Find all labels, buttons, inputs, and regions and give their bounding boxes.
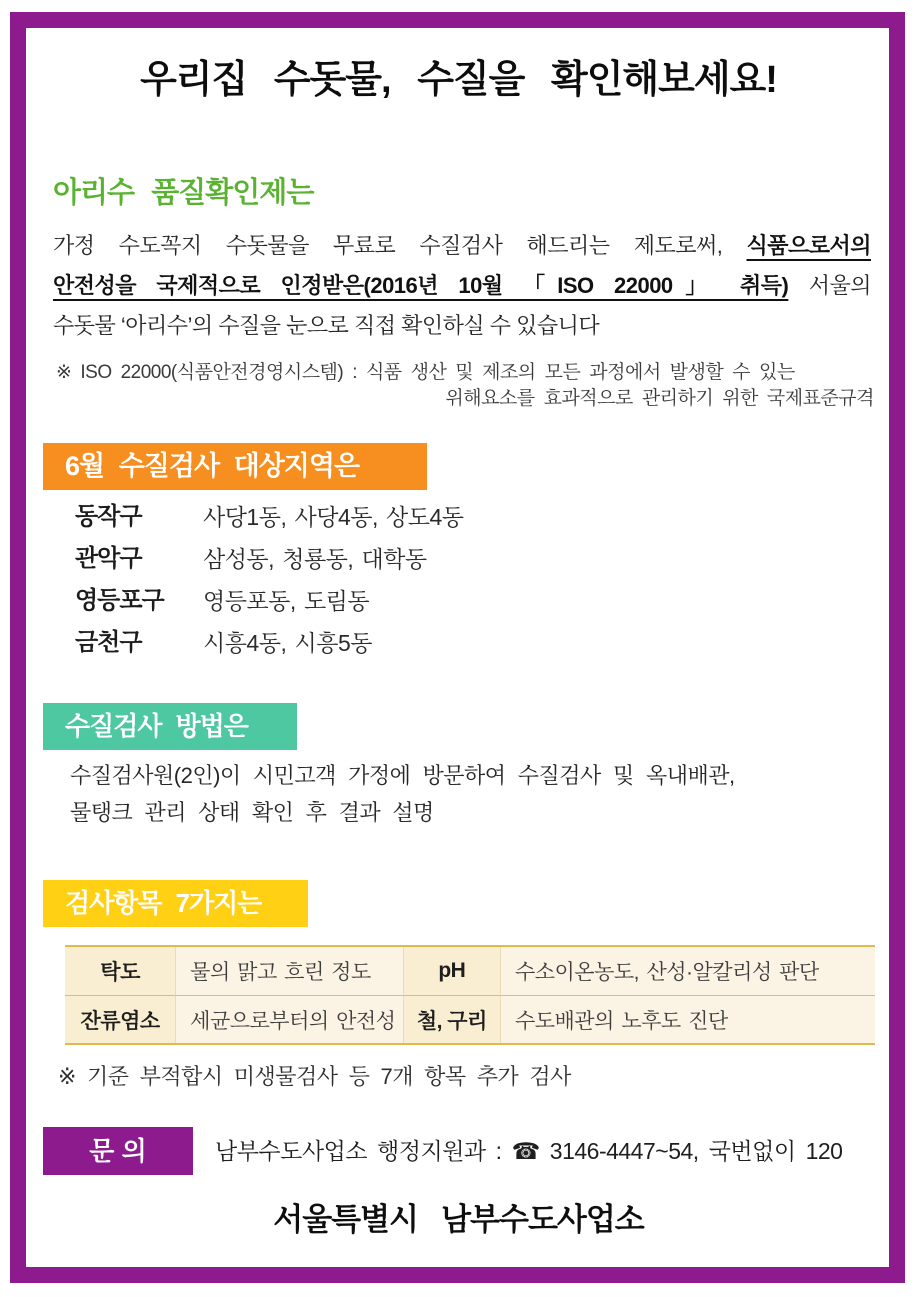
intro-text-normal: 서울의 <box>788 273 871 298</box>
check-item-label: 철, 구리 <box>403 995 500 1043</box>
method-line2: 물탱크 관리 상태 확인 후 결과 설명 <box>70 800 434 825</box>
extra-test-note: ※ 기준 부적합시 미생물검사 등 7개 항목 추가 검사 <box>58 1064 571 1089</box>
iso-footnote-line1: ※ ISO 22000(식품안전경영시스템) : 식품 생산 및 제조의 모든 과정에서 발생할 수 있는 <box>56 362 795 383</box>
check-item-desc: 수도배관의 노후도 진단 <box>500 995 875 1043</box>
intro-text-normal: 가정 수도꼭지 수돗물을 무료로 수질검사 해드리는 제도로써, <box>53 233 747 258</box>
organization-name: 서울특별시 남부수도사업소 <box>273 1202 644 1237</box>
iso-footnote-line2: 위해요소를 효과적으로 관리하기 위한 국제표준규격 <box>445 388 874 409</box>
district-name: 관악구 <box>75 545 142 572</box>
iso-footnote <box>56 360 874 412</box>
regions-banner: 6월 수질검사 대상지역은 <box>43 443 427 490</box>
intro-paragraph-line1 <box>53 226 871 266</box>
intro-text-normal: 수돗물 ‘아리수’의 수질을 눈으로 직접 확인하실 수 있습니다 <box>53 313 600 338</box>
intro-paragraph-line3 <box>53 306 871 346</box>
check-item-label: pH <box>403 947 500 995</box>
district-name: 금천구 <box>75 629 142 656</box>
district-dongs: 시흥4동, 시흥5동 <box>203 630 372 656</box>
check-item-label: 탁도 <box>65 947 175 995</box>
intro-heading: 아리수 품질확인제는 <box>53 177 314 209</box>
district-row <box>75 622 855 664</box>
method-paragraph <box>70 757 870 831</box>
district-dongs: 삼성동, 청룡동, 대학동 <box>203 546 427 572</box>
intro-text-emphasis: 안전성을 국제적으로 인정받은(2016년 10월 「ISO 22000」 취득) <box>53 273 789 298</box>
district-row <box>75 580 855 622</box>
check-item-label: 잔류염소 <box>65 995 175 1043</box>
intro-text-emphasis: 식품으로서의 <box>746 233 871 258</box>
check-item-desc: 세균으로부터의 안전성 <box>175 995 403 1043</box>
district-row <box>75 496 855 538</box>
check-item-desc: 수소이온농도, 산성·알칼리성 판단 <box>500 947 875 995</box>
district-name: 동작구 <box>75 503 142 530</box>
intro-paragraph <box>53 226 871 346</box>
contact-info: 남부수도사업소 행정지원과 : ☎ 3146-4447~54, 국번없이 120 <box>215 1138 843 1164</box>
method-line1: 수질검사원(2인)이 시민고객 가정에 방문하여 수질검사 및 옥내배관, <box>70 763 735 788</box>
district-dongs: 영등포동, 도림동 <box>203 588 370 614</box>
method-banner: 수질검사 방법은 <box>43 703 297 750</box>
district-name: 영등포구 <box>75 587 164 614</box>
district-dongs: 사당1동, 사당4동, 상도4동 <box>203 504 464 530</box>
district-list <box>75 496 855 664</box>
check-items-banner: 검사항목 7가지는 <box>43 880 308 927</box>
contact-banner: 문 의 <box>43 1127 193 1175</box>
intro-paragraph-line2 <box>53 266 871 306</box>
check-item-desc: 물의 맑고 흐린 정도 <box>175 947 403 995</box>
page-title: 우리집 수돗물, 수질을 확인해보세요! <box>140 59 777 101</box>
district-row <box>75 538 855 580</box>
check-items-table <box>65 945 875 1045</box>
